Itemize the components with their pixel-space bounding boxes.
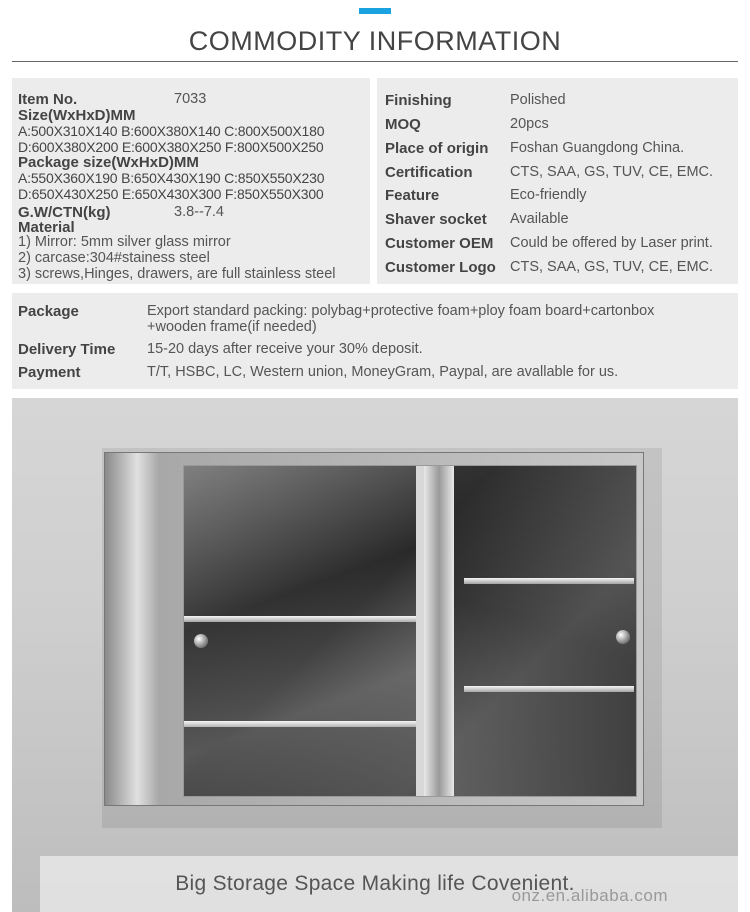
customer-oem-value: Could be offered by Laser print. — [510, 235, 713, 251]
item-no-value: 7033 — [174, 91, 207, 107]
stainless-cabinet — [104, 452, 644, 806]
gw-label: G.W/CTN(kg) — [18, 204, 111, 221]
customer-oem-label: Customer OEM — [385, 235, 494, 252]
finishing-value: Polished — [510, 92, 566, 108]
package-value-line-2: +wooden frame(if needed) — [147, 319, 317, 335]
feature-label: Feature — [385, 187, 440, 204]
certification-value: CTS, SAA, GS, TUV, CE, EMC. — [510, 164, 714, 180]
material-item-2: 2) carcase:304#stainess steel — [18, 250, 210, 266]
spec-panel-right — [377, 78, 738, 284]
item-no-label: Item No. — [18, 91, 78, 108]
payment-value: T/T, HSBC, LC, Western union, MoneyGram, Paypal, are avallable for us. — [147, 364, 619, 380]
delivery-value: 15-20 days after receive your 30% deposit. — [147, 341, 423, 357]
material-item-3: 3) screws,Hinges, drawers, are full stainless steel — [18, 266, 336, 282]
package-label: Package — [18, 303, 79, 320]
payment-label: Payment — [18, 364, 81, 381]
photo-caption: Big Storage Space Making life Covenient. — [175, 872, 575, 895]
material-item-1: 1) Mirror: 5mm silver glass mirror — [18, 234, 231, 250]
delivery-label: Delivery Time — [18, 341, 116, 358]
package-size-line-2: D:650X430X250 E:650X430X300 F:850X550X300 — [18, 186, 324, 202]
cabinet-interior — [183, 465, 637, 797]
certification-label: Certification — [385, 164, 473, 181]
shipping-panel — [12, 293, 738, 389]
sliding-glass-door-right — [454, 466, 636, 796]
door-knob-left — [194, 634, 208, 648]
door-knob-right — [616, 630, 630, 644]
package-value-line-1: Export standard packing: polybag+protective foam+ploy foam board+cartonbox — [147, 303, 655, 319]
customer-logo-value: CTS, SAA, GS, TUV, CE, EMC. — [510, 259, 714, 275]
title-divider — [12, 61, 738, 62]
origin-value: Foshan Guangdong China. — [510, 140, 685, 156]
accent-bar — [359, 8, 391, 14]
size-line-1: A:500X310X140 B:600X380X140 C:800X500X180 — [18, 123, 325, 139]
spec-panel-left — [12, 78, 370, 284]
customer-logo-label: Customer Logo — [385, 259, 496, 276]
watermark: onz.en.alibaba.com — [511, 886, 668, 905]
moq-value: 20pcs — [510, 116, 549, 132]
size-line-2: D:600X380X200 E:600X380X250 F:800X500X250 — [18, 139, 324, 155]
shaver-socket-value: Available — [510, 211, 569, 227]
product-photo — [12, 398, 738, 912]
material-label: Material — [18, 219, 75, 236]
gw-value: 3.8--7.4 — [174, 204, 224, 220]
page-title: COMMODITY INFORMATION — [188, 26, 562, 56]
sliding-mirror-door-left — [184, 466, 424, 796]
size-label: Size(WxHxD)MM — [18, 107, 136, 124]
package-size-label: Package size(WxHxD)MM — [18, 154, 199, 171]
origin-label: Place of origin — [385, 140, 489, 157]
feature-value: Eco-friendly — [510, 187, 587, 203]
moq-label: MOQ — [385, 116, 421, 133]
package-size-line-1: A:550X360X190 B:650X430X190 C:850X550X230 — [18, 170, 325, 186]
finishing-label: Finishing — [385, 92, 452, 109]
shaver-socket-label: Shaver socket — [385, 211, 487, 228]
door-divider — [424, 466, 454, 796]
